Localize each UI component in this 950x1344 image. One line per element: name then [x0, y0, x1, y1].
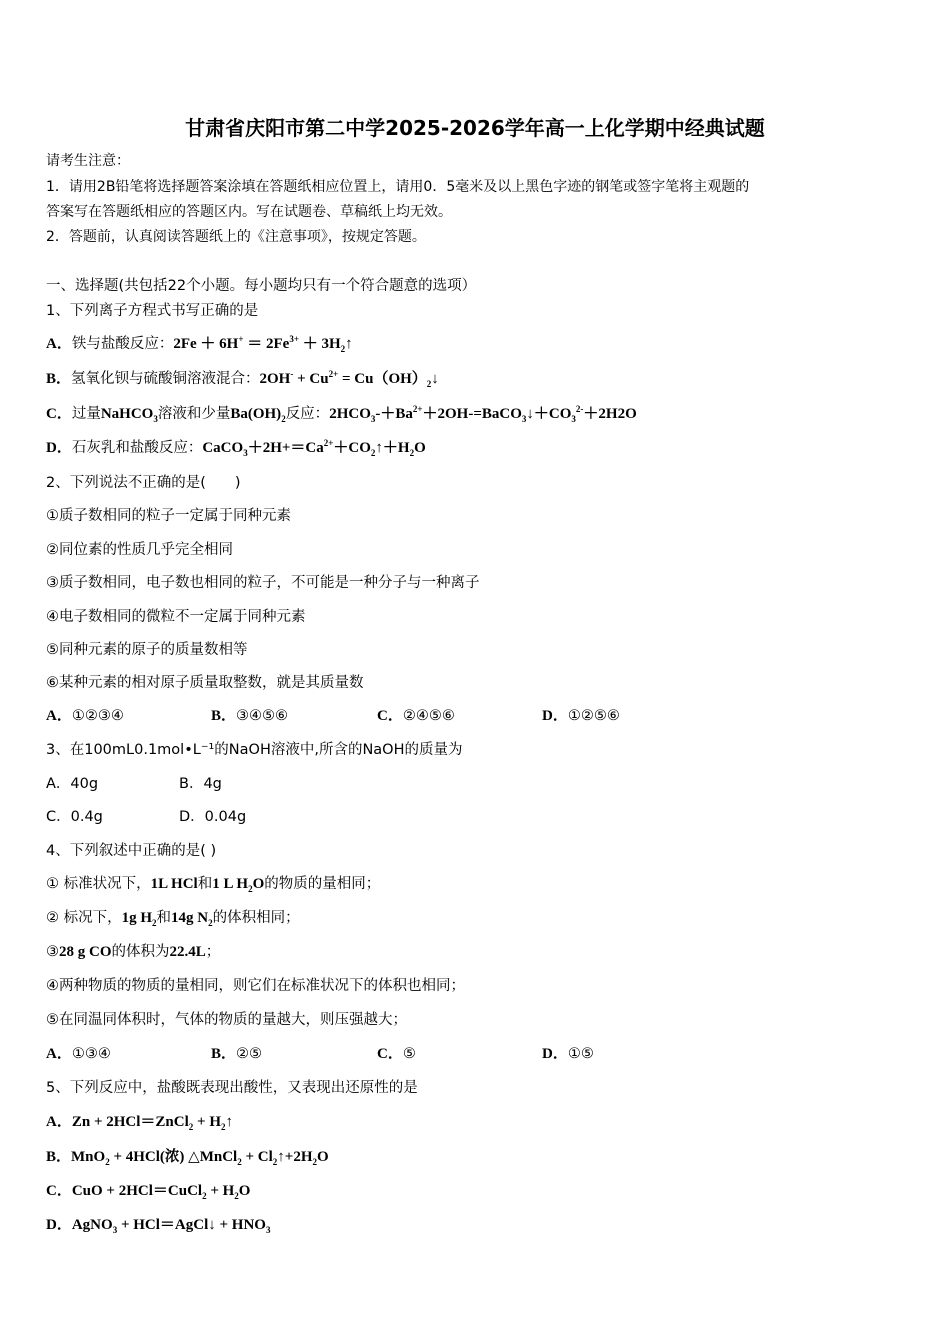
question-4-statement-4: ④两种物质的物质的量相同，则它们在标准状况下的体积也相同； [46, 978, 465, 994]
question-5-stem [46, 1078, 418, 1098]
question-4-option-d[interactable] [542, 1044, 594, 1064]
question-2-option-c[interactable] [377, 706, 455, 726]
option-text: 4g [203, 776, 222, 792]
option-label: A． [46, 1046, 72, 1062]
question-2-statement-2: ②同位素的性质几乎完全相同 [46, 542, 233, 558]
question-4-statement-2: ② 标况下，1g $H_2$和14g $N_2$的体积相同； [46, 910, 300, 928]
option-text: ①③④ [71, 1046, 111, 1062]
notice-item-1-line-2: 答案写在答题纸相应的答题区内。写在试题卷、草稿纸上均无效。 [46, 204, 452, 220]
option-label: B． [179, 776, 204, 792]
question-number: 5、 [46, 1080, 70, 1096]
option-label: B． [211, 708, 237, 724]
option-label: B． [46, 1149, 72, 1165]
option-label: D． [46, 440, 72, 456]
option-label: D． [46, 1217, 72, 1233]
option-text: ③④⑤⑥ [236, 708, 289, 724]
question-3-option-c[interactable] [46, 807, 103, 827]
question-4-option-c[interactable] [377, 1044, 416, 1064]
question-4-statement-3: ③28 g CO的体积为22.4L； [46, 944, 221, 960]
question-3-option-d[interactable] [179, 807, 246, 827]
question-5-option-c[interactable]: C．CuO + 2HCl＝CuCl$_2$ + $H_2O$ [46, 1183, 251, 1201]
question-1-stem [46, 301, 258, 321]
option-text: 0.4g [70, 809, 103, 825]
option-text: 过量 [71, 406, 101, 422]
option-label: C． [46, 809, 71, 825]
option-label: C． [377, 1046, 403, 1062]
option-text: 氢氧化钡与硫酸铜溶液混合： [71, 371, 260, 387]
question-text: 在100mL0.1mol•L⁻¹的NaOH溶液中,所含的NaOH的质量为 [69, 742, 463, 758]
option-label: D． [542, 708, 568, 724]
question-3-option-a[interactable] [46, 774, 98, 794]
question-2-statement-5: ⑤同种元素的原子的质量数相等 [46, 642, 248, 658]
question-text: 下列离子方程式书写正确的是 [69, 303, 259, 319]
question-2-stem [46, 473, 241, 493]
option-label: C． [377, 708, 403, 724]
question-4-statement-5: ⑤在同温同体积时，气体的物质的量越大，则压强越大； [46, 1012, 407, 1028]
option-label: B． [46, 371, 72, 387]
option-label: C． [46, 406, 72, 422]
notice-item-2: 2．答题前，认真阅读答题纸上的《注意事项》，按规定答题。 [46, 229, 426, 245]
question-number: 3、 [46, 742, 70, 758]
option-text: 铁与盐酸反应： [71, 336, 174, 352]
question-4-option-b[interactable] [211, 1044, 262, 1064]
question-4-stem [46, 841, 216, 861]
option-text: 40g [70, 776, 99, 792]
question-2-statement-4: ④电子数相同的微粒不一定属于同种元素 [46, 609, 306, 625]
question-2-option-b[interactable] [211, 706, 288, 726]
question-text: 下列反应中，盐酸既表现出酸性，又表现出还原性的是 [69, 1080, 418, 1096]
question-1-option-b[interactable]: B．氢氧化钡与硫酸铜溶液混合：$2OH^- + Cu^{2+}$ = $Cu(OH)_2↓$ [46, 369, 439, 389]
notice-item-1-line-1: 1．请用2B铅笔将选择题答案涂填在答题纸相应位置上，请用0．5毫米及以上黑色字迹的钢笔或签字笔将主观题的 [46, 179, 750, 195]
heat-triangle-icon: △ [188, 1149, 200, 1165]
option-text: ②④⑤⑥ [402, 708, 455, 724]
question-2-option-a[interactable] [46, 706, 124, 726]
question-3-option-b[interactable] [179, 774, 222, 794]
option-label: A． [46, 708, 72, 724]
question-1-option-a[interactable]: A．铁与盐酸反应：$2Fe + 6H^+ = 2Fe^{3+}$ ＋ $3H_2↑$ [46, 334, 353, 354]
notice-heading: 请考生注意： [46, 153, 130, 169]
option-label: A． [46, 776, 71, 792]
question-4-option-a[interactable] [46, 1044, 111, 1064]
option-text: 0.04g [204, 809, 247, 825]
question-4-statement-1: ① 标准状况下，1L HCl和1 L $H_2O$的物质的量相同； [46, 876, 381, 894]
question-1-option-c[interactable]: C．过量NaHCO$_3$溶液和少量$Ba(OH)_2$反应：$2HCO_3-+Ba^{2+}+2OH-=BaCO_3↓+CO_3^{2-}+2H2O$ [46, 404, 637, 424]
question-2-option-d[interactable] [542, 706, 620, 726]
question-5-option-a[interactable]: A．Zn + 2HCl＝ZnCl$_2$ + $H_2↑$ [46, 1114, 233, 1132]
question-number: 4、 [46, 843, 70, 859]
option-label: A． [46, 1114, 72, 1130]
question-1-option-d[interactable]: D．石灰乳和盐酸反应：$CaCO_3+2H+=Ca^{2+}+CO_2↑+H_2O$ [46, 438, 426, 458]
question-text: 下列叙述中正确的是( ) [69, 843, 217, 859]
option-text: 石灰乳和盐酸反应： [71, 440, 203, 456]
option-text: ①⑤ [567, 1046, 594, 1062]
question-2-statement-1: ①质子数相同的粒子一定属于同种元素 [46, 508, 291, 524]
option-text: ①②③④ [71, 708, 124, 724]
question-2-statement-6: ⑥某种元素的相对原子质量取整数，就是其质量数 [46, 675, 364, 691]
question-number: 1、 [46, 303, 70, 319]
question-number: 2、 [46, 475, 70, 491]
option-text: ⑤ [402, 1046, 416, 1062]
option-text: ①②⑤⑥ [567, 708, 620, 724]
option-label: D． [542, 1046, 568, 1062]
question-5-option-d[interactable]: D．AgNO$_3$ + HCl＝AgCl↓ + $HNO_3$ [46, 1217, 271, 1235]
option-label: B． [211, 1046, 237, 1062]
page-title: 甘肃省庆阳市第二中学2025-2026学年高一上化学期中经典试题 [185, 116, 765, 140]
option-label: D． [179, 809, 205, 825]
question-3-stem [46, 740, 463, 760]
option-text: ②⑤ [236, 1046, 263, 1062]
section-heading: 一、选择题(共包括22个小题。每小题均只有一个符合题意的选项） [46, 278, 477, 294]
question-text: 下列说法不正确的是( ) [69, 475, 241, 491]
option-label: A． [46, 336, 72, 352]
question-2-statement-3: ③质子数相同，电子数也相同的粒子，不可能是一种分子与一种离子 [46, 575, 480, 591]
option-label: C． [46, 1183, 72, 1199]
question-5-option-b[interactable]: B．MnO$_2$ + 4HCl(浓) △MnCl$_2$ + $Cl_2↑+2H_2O$ [46, 1149, 329, 1167]
